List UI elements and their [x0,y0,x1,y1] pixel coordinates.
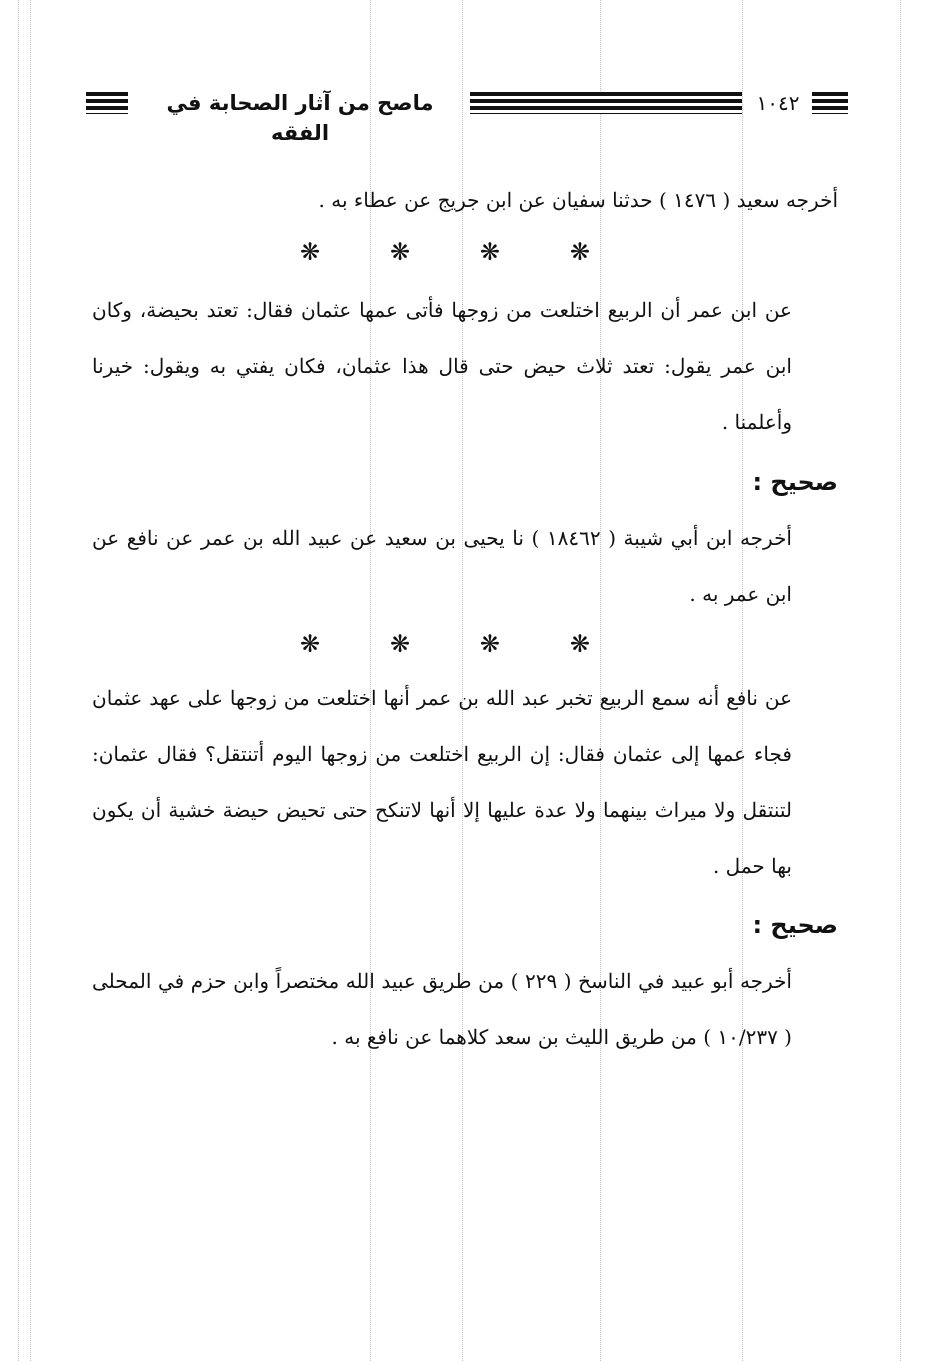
narration-paragraph: عن ابن عمر أن الربيع اختلعت من زوجها فأتى عمها عثمان فقال: تعتد بحيضة، وكان ابن عمر يقول: تعتد ثلاث حيض حتى قال هذا عثمان، فكان يفتي به ويقول: خيرنا وأعلمنا . [92,298,792,434]
running-title: ماصح من آثار الصحابة في الفقه [166,91,434,145]
narration-paragraph: عن نافع أنه سمع الربيع تخبر عبد الله بن عمر أنها اختلعت من زوجها على عهد عثمان فجاء عمها إلى عثمان فقال: إن الربيع اختلعت من زوجها اليوم أتنتقل؟ فقال عثمان: لتنتقل ولا ميراث بينهما ولا عدة عليها إلا أنها لاتنكح حتى تحيض حيضة خشية أن يكون بها حمل . [92,686,792,878]
ornament-icon: ❋ [569,630,590,658]
ornament-icon: ❋ [300,630,321,658]
ornament-icon: ❋ [300,238,321,266]
guide-line [900,0,901,1361]
grading-label: صحيح : [752,468,838,496]
grading-label: صحيح : [752,911,838,939]
ornament-icon: ❋ [569,238,590,266]
ornament-icon: ❋ [389,630,411,658]
ornament-icon: ❋ [479,630,501,658]
page-number: ١٠٤٢ [756,91,800,115]
page-header [86,86,848,145]
guide-line [30,0,31,1361]
separator-ornaments [300,238,590,266]
citation-paragraph: أخرجه أبو عبيد في الناسخ ( ٢٢٩ ) من طريق عبيد الله مختصراً وابن حزم في المحلى ( ١٠/٢٣٧ ) من طريق الليث بن سعد كلاهما عن نافع به . [92,969,792,1049]
citation-paragraph: أخرجه ابن أبي شيبة ( ١٨٤٦٢ ) نا يحيى بن سعيد عن عبيد الله بن عمر عن نافع عن ابن عمر به . [92,526,792,606]
separator-ornaments [300,630,590,658]
citation-line: أخرجه سعيد ( ١٤٧٦ ) حدثنا سفيان عن ابن جريج عن عطاء به . [318,188,838,212]
header-rule-right [812,92,848,114]
header-rule-left [86,92,128,114]
header-rule-middle [470,92,742,114]
guide-line [18,0,19,1361]
ornament-icon: ❋ [479,238,501,266]
ornament-icon: ❋ [389,238,411,266]
